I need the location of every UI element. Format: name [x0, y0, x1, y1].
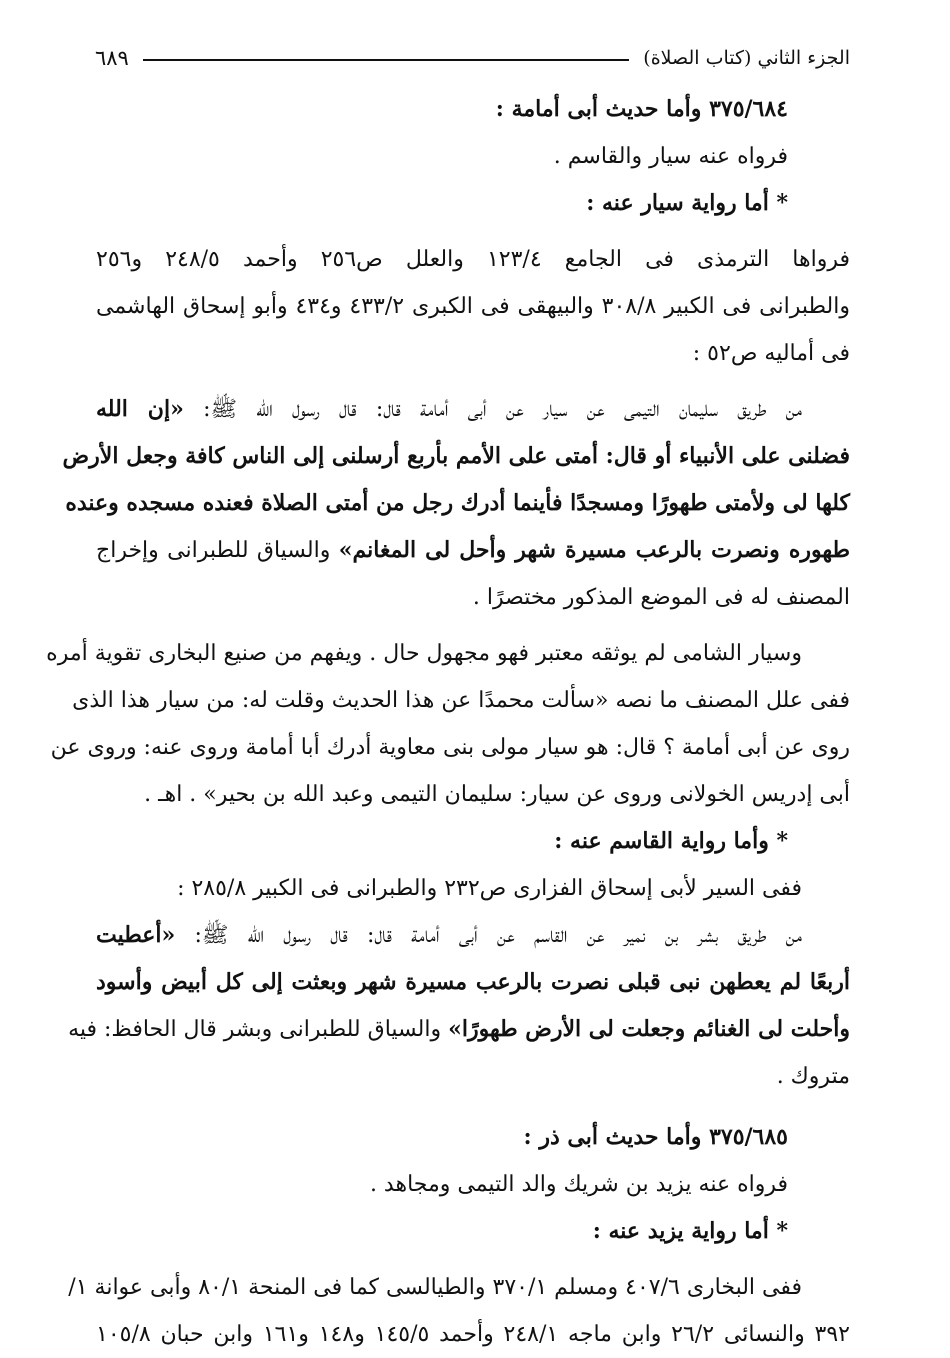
- running-header: [95, 40, 850, 76]
- paragraph-line: فى أماليه ص٥٢ :: [692, 341, 850, 366]
- intro-684: فرواه عنه سيار والقاسم .: [553, 144, 788, 169]
- commentary-text: والسياق للطبرانى وإخراج: [96, 538, 339, 563]
- hadith-heading-685: ٣٧٥/٦٨٥ وأما حديث أبى ذر :: [523, 1124, 788, 1150]
- narration-chain: من طريق بشر بن نمير عن القاسم عن أبى أمامة قال: قال رسول الله ﷺ:: [175, 923, 802, 948]
- narration-chain: من طريق سليمان التيمى عن سيار عن أبى أمامة قال: قال رسول الله ﷺ:: [183, 397, 802, 422]
- paragraph-line: ففى السير لأبى إسحاق الفزارى ص٢٣٢ والطبرانى فى الكبير ٢٨٥/٨ :: [177, 876, 802, 901]
- hadith-text: طهوره ونصرت بالرعب مسيرة شهر وأحل لى المغانم»: [338, 537, 850, 563]
- header-rule: [143, 59, 629, 61]
- header-title: الجزء الثاني (كتاب الصلاة): [643, 47, 850, 69]
- hadith-heading-684: ٣٧٥/٦٨٤ وأما حديث أبى أمامة :: [495, 96, 788, 122]
- spacer: [96, 1100, 850, 1114]
- paragraph-line: [96, 912, 850, 959]
- spacer: [96, 621, 850, 630]
- paragraph-line: ٣٩٢ والنسائى ٢٦/٢ وابن ماجه ٢٤٨/١ وأحمد ١٤٥/٥ و١٤٨ و١٦١ وابن حبان ١٠٥/٨: [96, 1322, 850, 1347]
- paragraph-line: ففى البخارى ٤٠٧/٦ ومسلم ٣٧٠/١ والطيالسى كما فى المنحة ٨٠/١ وأبى عوانة ١/: [68, 1275, 802, 1300]
- spacer: [96, 227, 850, 236]
- subheading-sayyar: * أما رواية سيار عنه :: [586, 190, 788, 216]
- hadith-text-line: كلها لى ولأمتى طهورًا ومسجدًا فأينما أدرك رجل من أمتى الصلاة فعنده مسجده وعنده: [65, 490, 850, 516]
- hadith-text: «أعطيت: [96, 922, 176, 948]
- paragraph-line: وسيار الشامى لم يوثقه معتبر فهو مجهول حال . ويفهم من صنيع البخارى تقوية أمره: [46, 641, 802, 666]
- paragraph-line: متروك .: [776, 1064, 850, 1089]
- page-body: [46, 86, 850, 1358]
- paragraph-line: [96, 527, 850, 574]
- paragraph-line: والطبرانى فى الكبير ٣٠٨/٨ والبيهقى فى الكبرى ٤٣٣/٢ و٤٣٤ وأبو إسحاق الهاشمى: [96, 294, 850, 319]
- page-number: ٦٨٩: [95, 46, 129, 70]
- subheading-qasim: * وأما رواية القاسم عنه :: [554, 828, 788, 854]
- commentary-text: والسياق للطبرانى وبشر قال الحافظ: فيه: [68, 1017, 449, 1042]
- paragraph-line: [96, 386, 850, 433]
- intro-685: فرواه عنه يزيد بن شريك والد التيمى ومجاهد .: [369, 1172, 788, 1197]
- hadith-text: «إن الله: [96, 396, 184, 422]
- hadith-text: وأحلت لى الغنائم وجعلت لى الأرض طهورًا»: [448, 1016, 850, 1042]
- paragraph-line: المصنف له فى الموضع المذكور مختصرًا .: [472, 585, 850, 610]
- spacer: [96, 377, 850, 386]
- hadith-text-line: فضلنى على الأنبياء أو قال: أمتى على الأمم بأربع أرسلنى إلى الناس كافة وجعل الأرض: [62, 443, 850, 469]
- paragraph-line: فرواها الترمذى فى الجامع ١٢٣/٤ والعلل ص٢٥٦ وأحمد ٢٤٨/٥ و٢٥٦: [96, 247, 850, 272]
- paragraph-line: أبى إدريس الخولانى وروى عن سيار: سليمان التيمى وعبد الله بن بحير» . اهـ .: [144, 782, 850, 807]
- spacer: [96, 1255, 850, 1264]
- paragraph-line: [68, 1006, 850, 1053]
- paragraph-line: روى عن أبى أمامة ؟ قال: هو سيار مولى بنى معاوية أدرك أبا أمامة وروى عنه: وروى عن: [50, 735, 850, 760]
- paragraph-line: ففى علل المصنف ما نصه «سألت محمدًا عن هذا الحديث وقلت له: من سيار هذا الذى: [72, 688, 850, 713]
- hadith-text-line: أربعًا لم يعطهن نبى قبلى نصرت بالرعب مسيرة شهر وبعثت إلى كل أبيض وأسود: [96, 969, 850, 995]
- subheading-yazid: * أما رواية يزيد عنه :: [592, 1218, 788, 1244]
